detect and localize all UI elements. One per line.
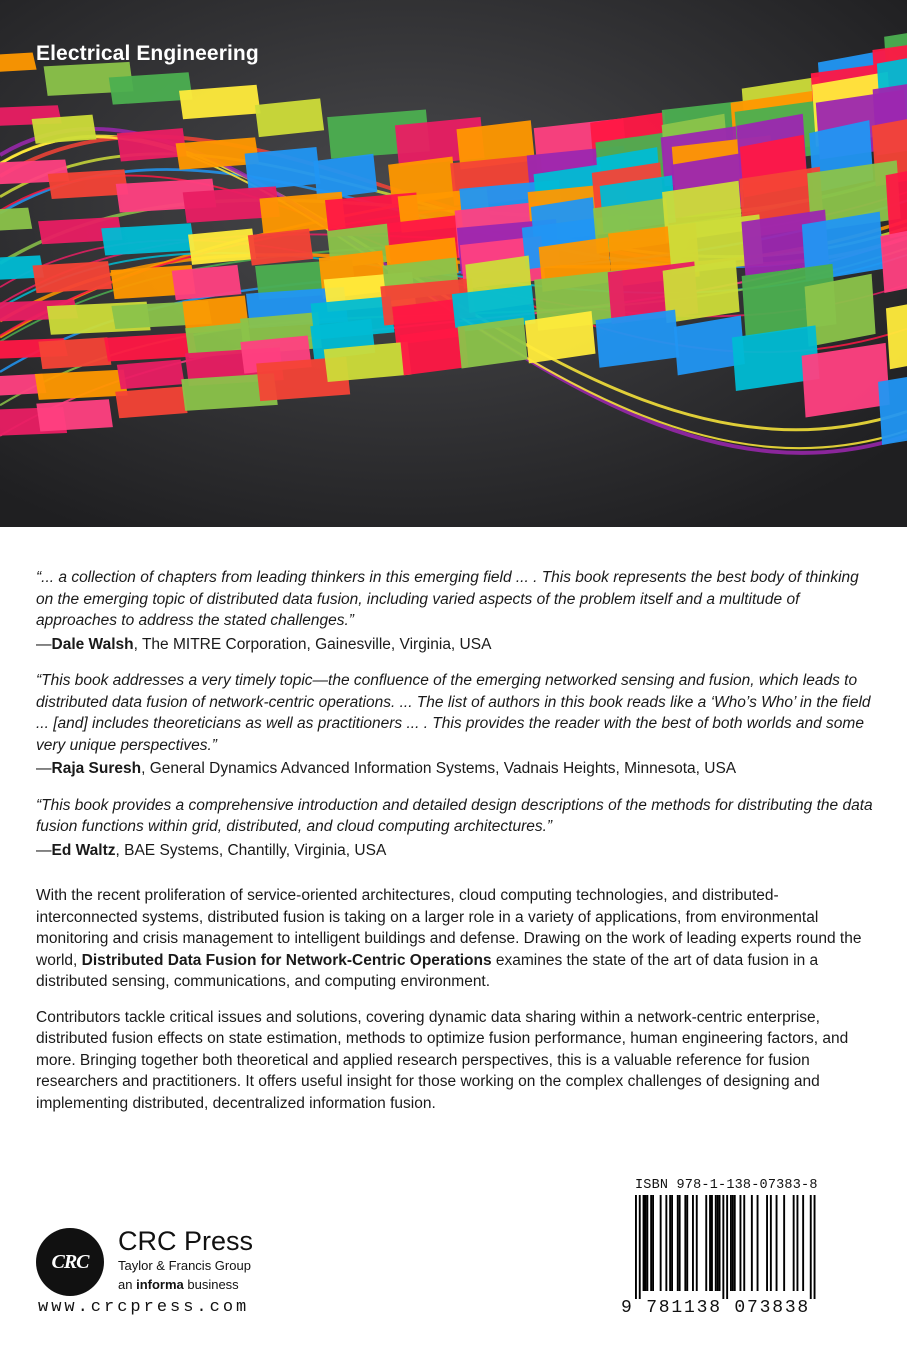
crc-press-logo: CRC [36,1228,104,1296]
cover-artwork [0,0,907,527]
publisher-url: www.crcpress.com [38,1298,250,1317]
tagline-informa: informa [136,1277,184,1292]
tagline-suffix: business [183,1277,239,1292]
barcode-bar [671,1195,673,1291]
barcode-bar [776,1195,778,1291]
category-label: Electrical Engineering [36,42,259,65]
barcode-bar [734,1195,736,1291]
book-title: Distributed Data Fusion for Network-Centric Operations [81,951,492,969]
isbn-barcode [621,1175,827,1325]
barcode-bar [696,1195,698,1291]
barcode-bar [660,1195,662,1291]
barcode-bar [717,1195,719,1291]
quote-attribution [36,840,876,862]
barcode-bar [705,1195,707,1291]
barcode-bar [740,1195,742,1291]
quote-author-affiliation: , General Dynamics Advanced Information Systems, Vadnais Heights, Minnesota, USA [141,760,737,777]
isbn-label: ISBN 978-1-138-07383-8 [635,1178,818,1193]
barcode-bar [652,1195,654,1291]
barcode-bar [686,1195,688,1291]
barcode-bar [719,1195,721,1291]
barcode-bar [692,1195,694,1291]
barcode-bar [732,1195,734,1291]
publisher-block [36,1222,336,1322]
quote-attribution [36,758,876,780]
quote-text: “This book addresses a very timely topic—the confluence of the emerging networked sensing and fusion, which leads to distributed data fusion of network-centric operations. ... The list of authors in this book reads like a ‘Who’s Who’ in the field ... [and] includes theoreticians as well as practitioners ... . This provides the reader with the best of both worlds and some very unique perspectives.” [36,672,871,754]
barcode-bar [770,1195,772,1291]
barcode-bar [730,1195,732,1291]
description-text: examines the state of the art of data fusion in a distributed sensing, communications, and computing environment. [36,951,819,990]
barcode-bar [797,1195,799,1291]
quote-attribution [36,634,876,656]
publisher-group: Taylor & Francis Group [118,1258,251,1273]
quote-dash: — [36,841,52,859]
description-paragraph-1 [36,885,876,993]
barcode-bar [635,1195,637,1299]
quote-text: “... a collection of chapters from leading thinkers in this emerging field ... . This book represents the best body of thinking on the emerging topic of distributed data fusion, including varied aspects of the problem itself and a multitude of approaches to address the stated challenges.” [36,569,859,629]
quote-dash: — [36,635,52,653]
description-paragraph-2: Contributors tackle critical issues and solutions, covering dynamic data sharing within a network-centric enterprise, distributed fusion effects on state estimation, methods to optimize fusion performance, human engineering factors, and more. Bringing together both theoretical and applied research perspectives, this is a valuable reference for fusion researchers and practitioners. It offers useful insight for those working on the complex challenges of designing and implementing distributed, decentralized information fusion. [36,1008,849,1112]
barcode-bar [650,1195,652,1291]
back-cover-text [36,567,876,1128]
barcode-bar [715,1195,717,1291]
quote-author-name: Ed Waltz [51,841,116,859]
barcode-bar [783,1195,785,1291]
barcode-bar [766,1195,768,1291]
quote-author-name: Dale Walsh [51,635,134,653]
barcode-bar [810,1195,812,1299]
barcode-bar [757,1195,759,1291]
quote-author-affiliation: , The MITRE Corporation, Gainesville, Virginia, USA [133,635,492,653]
barcode-bar [743,1195,745,1291]
publisher-informa-tagline [118,1277,239,1292]
barcode-bar [751,1195,753,1291]
abstract-ribbons-illustration [0,0,907,527]
publisher-name: CRC Press [118,1226,254,1256]
quote-author-name: Raja Suresh [51,760,142,777]
endorsement-quote-3 [36,795,876,862]
barcode-bar [665,1195,667,1291]
tagline-prefix: an [118,1277,137,1292]
barcode-bar [802,1195,804,1291]
barcode-bars [621,1195,827,1299]
barcode-bar [669,1195,671,1291]
barcode-bar [677,1195,679,1291]
description-text: With the recent proliferation of service-oriented architectures, cloud computing technologies, and distributed-interconnected systems, distributed fusion is taking on a larger role in a variety of applications, from environmental monitoring and crisis management to intelligent buildings and defense. Drawing on the work of leading experts round the world, [36,887,862,969]
endorsement-quote-1 [36,567,876,655]
barcode-bar [793,1195,795,1291]
ean-digits: 9 781138 073838 [621,1298,811,1318]
barcode-bar [711,1195,713,1291]
barcode-bar [722,1195,724,1299]
barcode-bar [646,1195,648,1291]
barcode-bar [643,1195,645,1291]
barcode-bar [684,1195,686,1291]
endorsement-quote-2 [36,670,876,780]
quote-text: “This book provides a comprehensive introduction and detailed design descriptions of the methods for distributing the data fusion functions within grid, distributed, and cloud computing architectures.” [36,796,873,835]
barcode-bar [639,1195,641,1299]
barcode-bar [814,1195,816,1299]
barcode-bar [726,1195,728,1299]
barcode-bar [709,1195,711,1291]
quote-dash: — [36,760,52,777]
quote-author-affiliation: , BAE Systems, Chantilly, Virginia, USA [115,841,387,859]
barcode-bar [679,1195,681,1291]
barcode-bar [645,1195,647,1291]
